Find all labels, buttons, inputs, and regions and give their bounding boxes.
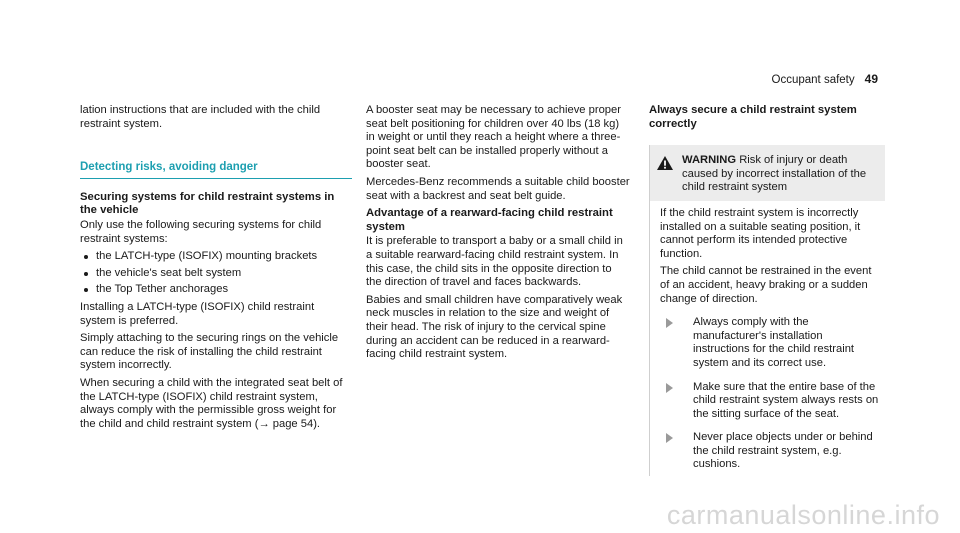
column-middle bbox=[366, 104, 630, 366]
paragraph: A booster seat may be necessary to achieve proper seat belt positioning for children over 40 lbs (18 kg) in weight or until they reach a height where a three-point seat belt can be installed properly without a booster seat. bbox=[366, 104, 621, 171]
list-item: the Top Tether anchorages bbox=[80, 283, 352, 297]
warning-label: WARNING bbox=[682, 154, 737, 167]
action-step bbox=[660, 431, 879, 472]
paragraph-with-page-link[interactable]: When securing a child with the integrated seat belt of the LATCH-type (ISOFIX) child restraint system, always comply with the permissible gross weight for the child and child restraint system (→ page 54). bbox=[80, 376, 343, 430]
list-item: the vehicle's seat belt system bbox=[80, 267, 352, 281]
watermark: carmanualsonline.info bbox=[666, 500, 940, 531]
list-item: the LATCH-type (ISOFIX) mounting brackets bbox=[80, 250, 352, 264]
lead-text: Only use the following securing systems for child restraint systems: bbox=[80, 218, 322, 245]
action-text: Make sure that the entire base of the child restraint system always rests on the sitting surface of the seat. bbox=[693, 380, 879, 420]
securing-systems-list bbox=[80, 250, 352, 297]
subheading: Securing systems for child restraint systems in the vehicle bbox=[80, 190, 335, 217]
action-text: Never place objects under or behind the child restraint system, e.g. cushions. bbox=[693, 431, 873, 471]
warning-body bbox=[650, 201, 885, 476]
section-heading: Detecting risks, avoiding danger bbox=[80, 161, 352, 179]
action-step bbox=[660, 316, 879, 370]
warning-text: Risk of injury or death caused by incorrect installation of the child restraint system bbox=[682, 154, 867, 194]
arrow-right-icon bbox=[666, 433, 683, 443]
intro-text: lation instructions that are included with the child restraint system. bbox=[80, 104, 321, 130]
page-header bbox=[772, 73, 878, 88]
column-right bbox=[649, 104, 885, 476]
subheading: Advantage of a rearward-facing child restraint system bbox=[366, 207, 613, 233]
page-number: 49 bbox=[864, 72, 878, 86]
arrow-right-icon bbox=[666, 318, 683, 328]
paragraph: Installing a LATCH-type (ISOFIX) child restraint system is preferred. bbox=[80, 300, 315, 327]
warning-header bbox=[650, 145, 885, 201]
paragraph: Babies and small children have comparatively weak neck muscles in relation to the size and weight of their head. The risk of injury to the cervical spine during an accident can be reduced in a rearward-facing child restraint system. bbox=[366, 293, 623, 361]
paragraph: Simply attaching to the securing rings on the vehicle can reduce the risk of installing the child restraint system incorrectly. bbox=[80, 332, 339, 372]
paragraph: The child cannot be restrained in the event of an accident, heavy braking or a sudden change of direction. bbox=[660, 265, 872, 305]
section-title: Occupant safety bbox=[771, 74, 855, 86]
paragraph: It is preferable to transport a baby or a small child in a suitable rearward-facing child restraint system. In this case, the child sits in the opposite direction to the direction of travel and faces backwards. bbox=[366, 235, 623, 289]
paragraph: Mercedes-Benz recommends a suitable child booster seat with a backrest and seat belt guide. bbox=[366, 175, 630, 202]
action-step bbox=[660, 381, 879, 422]
warning-box bbox=[649, 145, 885, 476]
warning-triangle-icon bbox=[656, 155, 674, 171]
column-left bbox=[80, 104, 352, 435]
arrow-right-icon bbox=[666, 383, 683, 393]
action-text: Always comply with the manufacturer's installation instructions for the child restraint system and its correct use. bbox=[693, 316, 855, 369]
subheading: Always secure a child restraint system correctly bbox=[649, 104, 857, 130]
paragraph: If the child restraint system is incorrectly installed on a suitable seating position, it cannot perform its intended protective function. bbox=[660, 206, 861, 260]
